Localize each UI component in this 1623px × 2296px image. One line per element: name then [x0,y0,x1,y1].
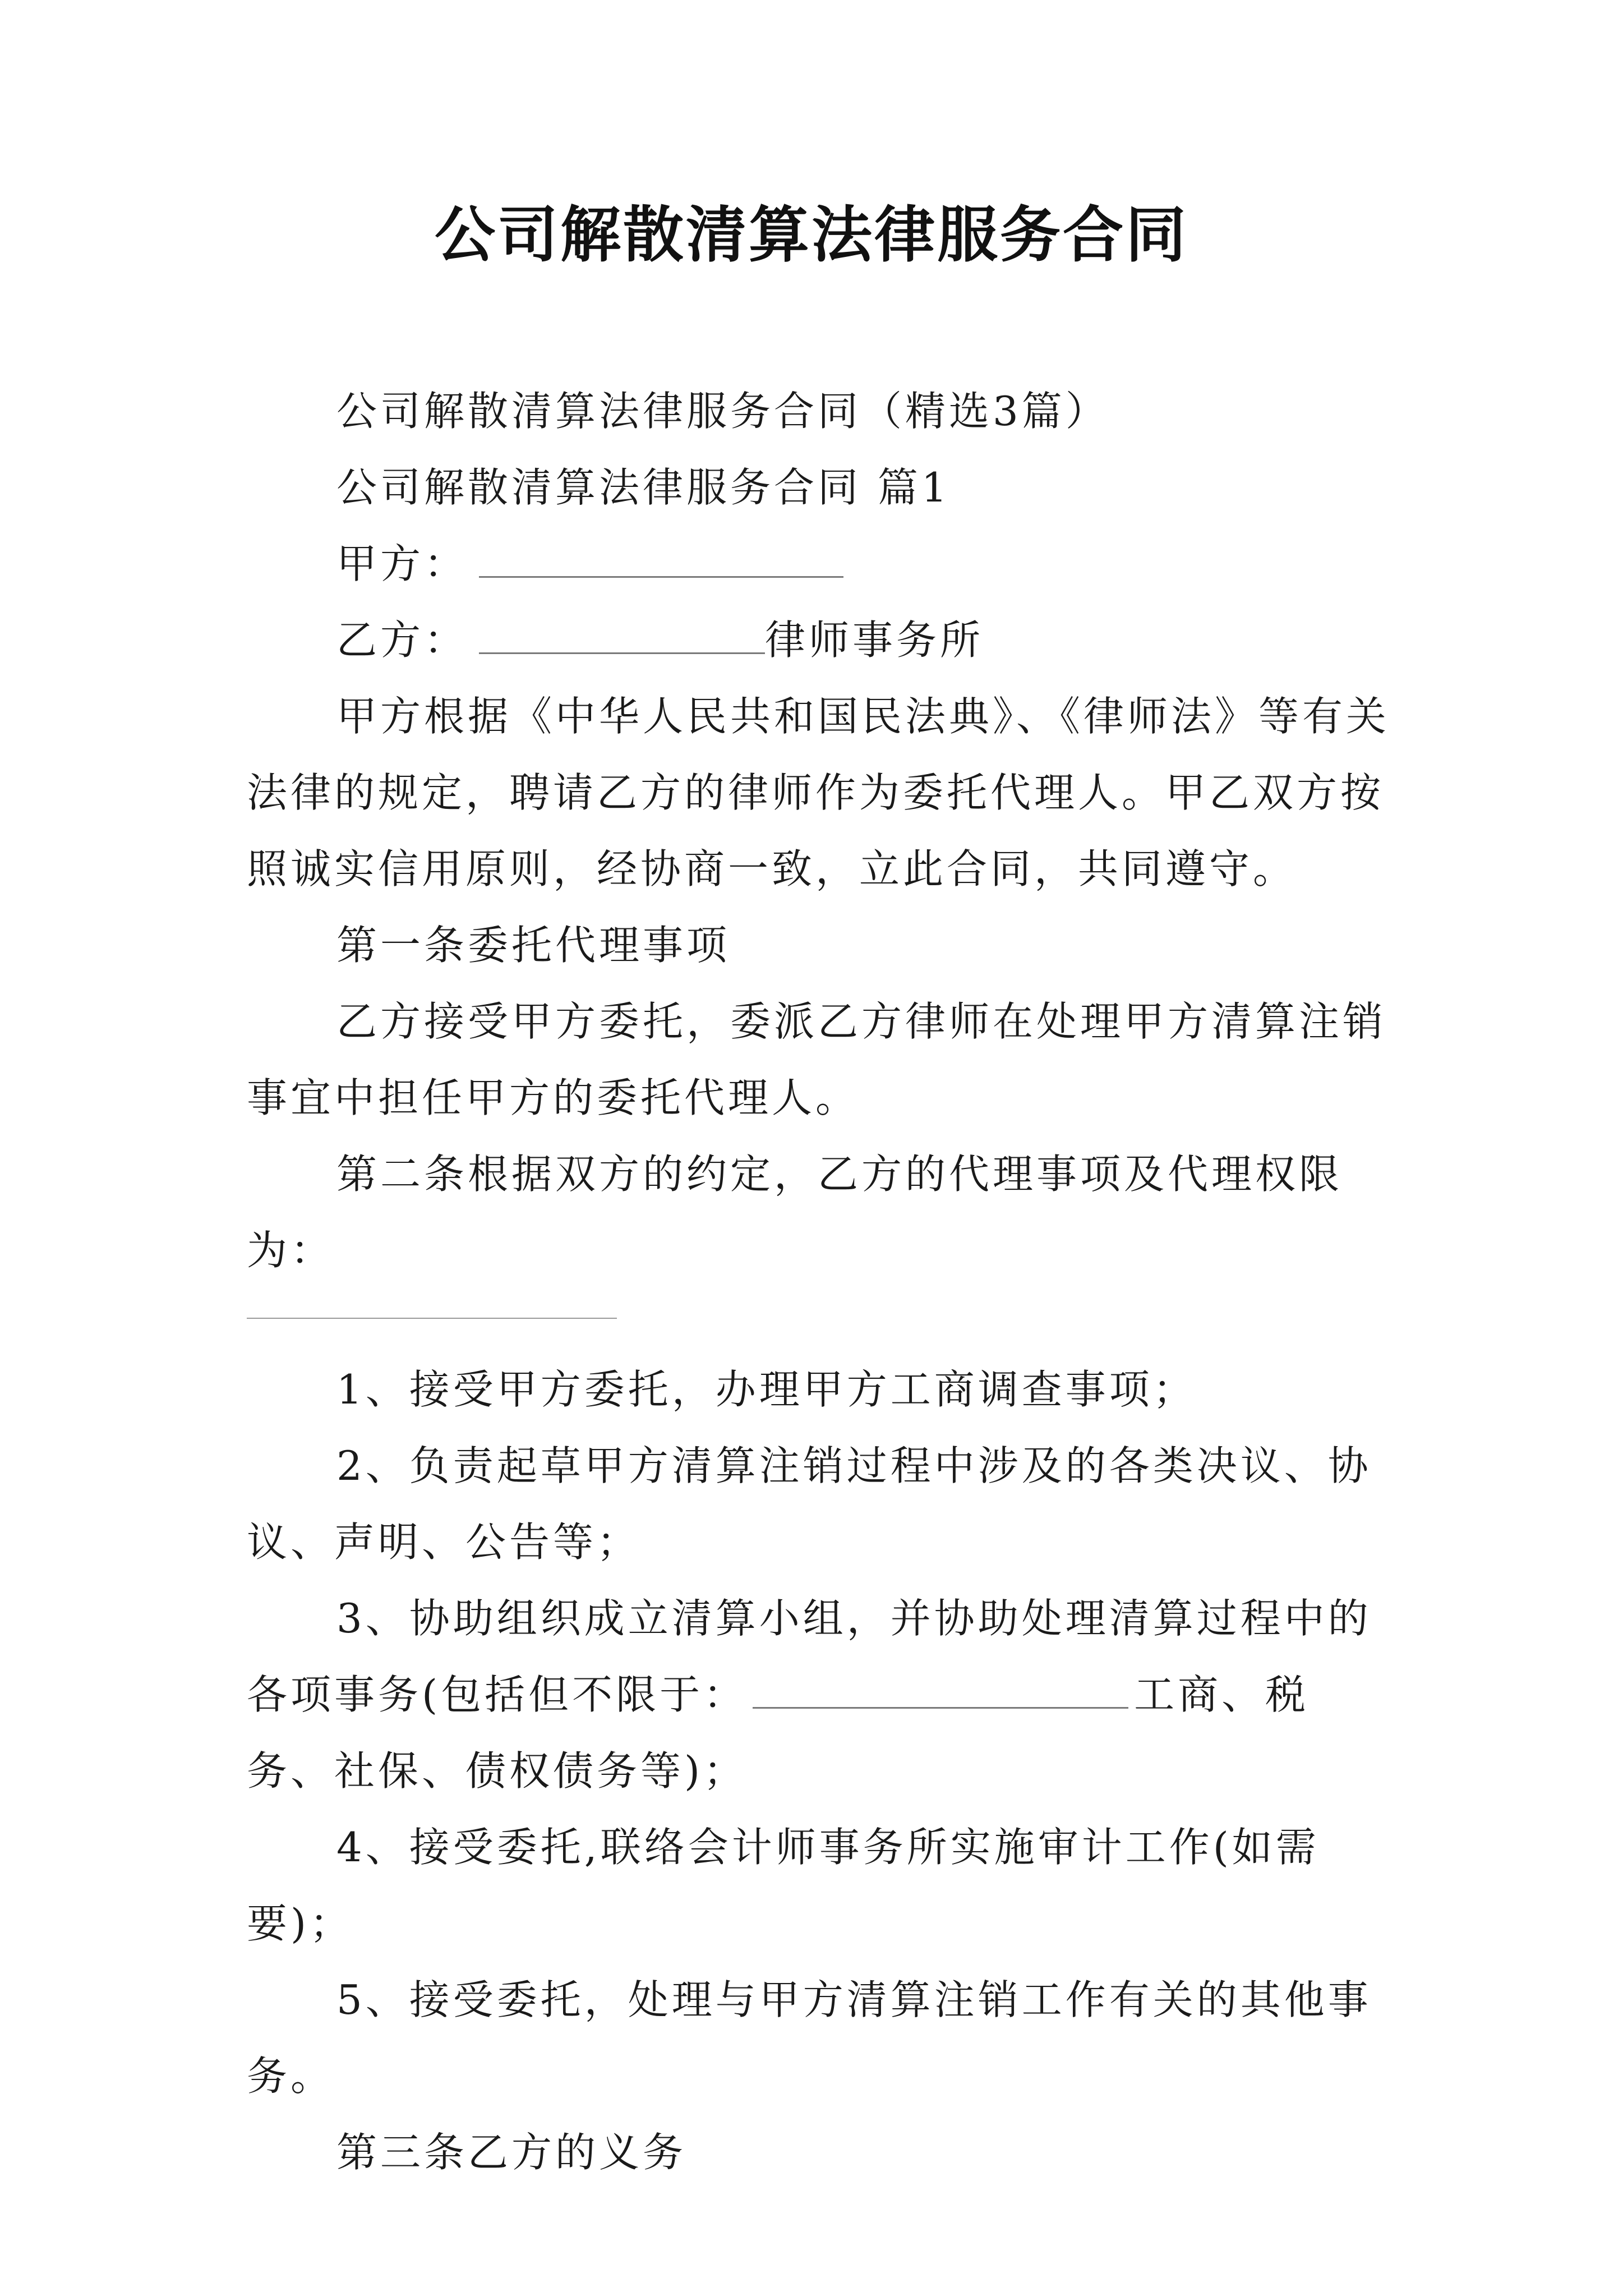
party-a-blank [479,539,843,578]
list-item-text: 3、协助组织成立清算小组，并协助处理清算过程中的各项事务(包括但不限于： [247,1595,1372,1718]
scope-blank [753,1670,1128,1709]
section-heading: 公司解散清算法律服务合同 篇1 [336,464,951,511]
article-2-heading: 第二条根据双方的约定，乙方的代理事项及代理权限为： [247,1151,1343,1274]
page-break-rule [247,1318,617,1319]
party-a-label: 甲方： [336,540,468,587]
article-1-paragraph: 乙方接受甲方委托，委派乙方律师在处理甲方清算注销事宜中担任甲方的委托代理人。 [247,998,1387,1121]
list-item-text: 工商、税务、社保、债权债务等)； [247,1671,1310,1795]
list-item: 4、接受委托,联络会计师事务所实施审计工作(如需要)； [247,1824,1320,1947]
list-item [247,1580,1396,1809]
article-3-heading: 第三条乙方的义务 [336,2129,687,2176]
document-body [247,373,1396,2191]
list-item: 5、接受委托，处理与甲方清算注销工作有关的其他事务。 [247,1976,1372,2100]
party-b-line [247,602,1396,678]
list-item: 2、负责起草甲方清算注销过程中涉及的各类决议、协议、声明、公告等； [247,1442,1372,1566]
article-1-heading: 第一条委托代理事项 [336,922,731,969]
party-b-blank [479,615,765,654]
document-title: 公司解散清算法律服务合同 [434,200,1188,270]
collection-heading: 公司解散清算法律服务合同（精选3篇） [336,388,1109,435]
preamble-paragraph: 甲方根据《中华人民共和国民法典》、《律师法》等有关法律的规定，聘请乙方的律师作为委托代理人。甲乙双方按照诚实信用原则，经协商一致，立此合同，共同遵守。 [247,693,1390,892]
party-b-suffix: 律师事务所 [765,616,984,664]
party-b-label: 乙方： [336,616,468,664]
party-a-line [247,526,1396,602]
list-item: 1、接受甲方委托，办理甲方工商调查事项； [336,1366,1197,1413]
